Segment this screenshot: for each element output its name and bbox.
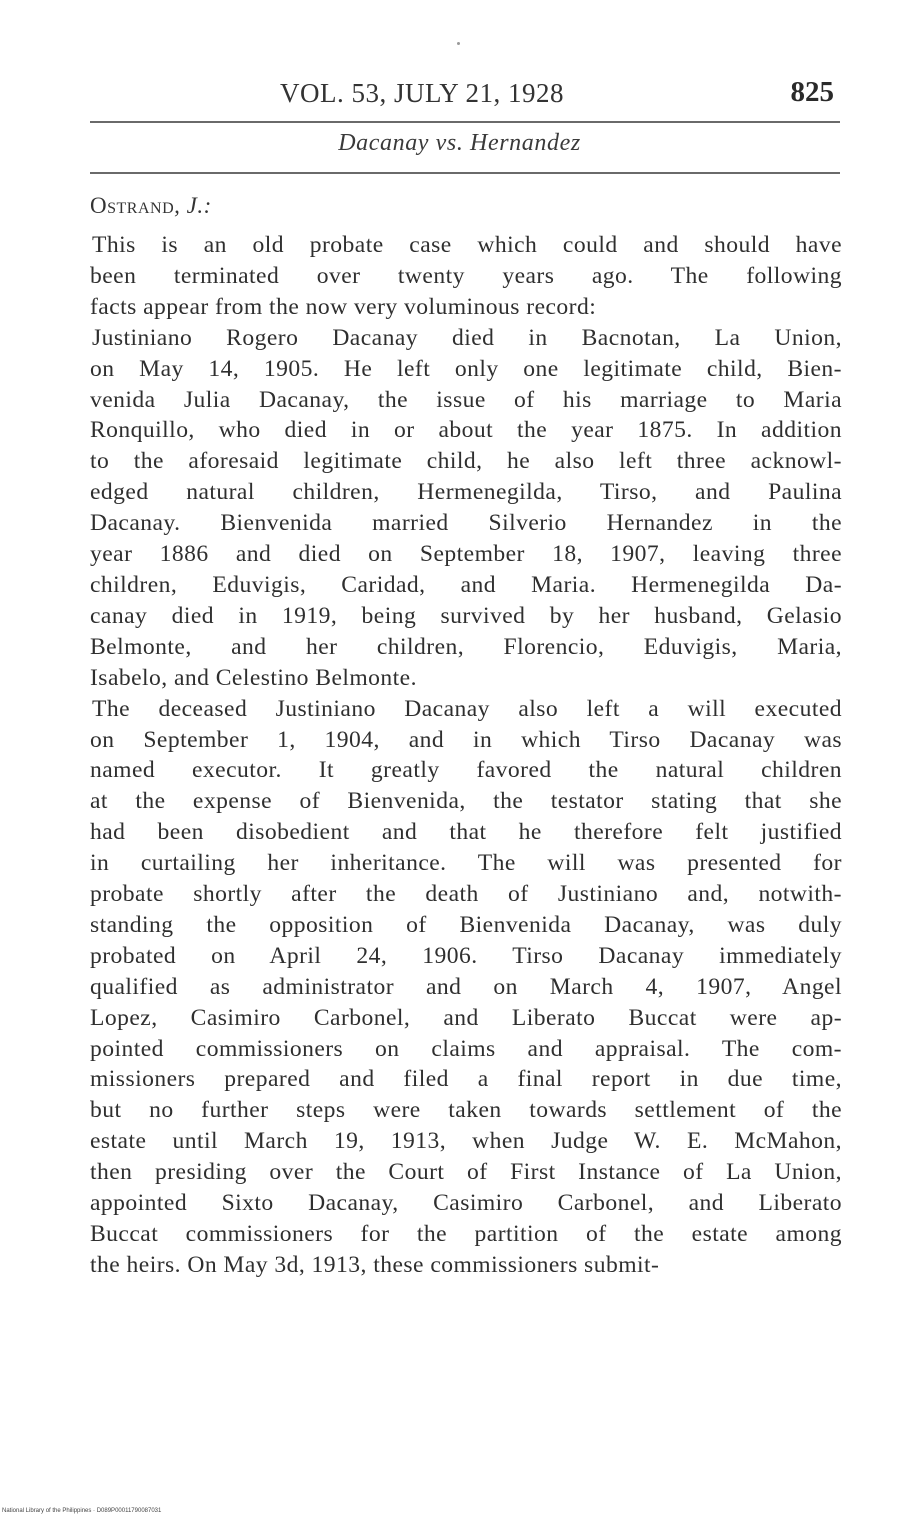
text-line: edged natural children, Hermenegilda, Tirso, and Paulina [90, 479, 842, 506]
text-line: but no further steps were taken towards settlement of the [90, 1097, 842, 1124]
text-line: Ronquillo, who died in or about the year 1875. In addition [90, 417, 842, 444]
header-rule-bottom [90, 172, 840, 174]
text-line: Belmonte, and her children, Florencio, Eduvigis, Maria, [90, 633, 842, 660]
text-line: estate until March 19, 1913, when Judge W. E. McMahon, [90, 1128, 842, 1155]
text-line: named executor. It greatly favored the natural children [90, 757, 842, 784]
text-line: to the aforesaid legitimate child, he also left three acknowl- [90, 448, 842, 475]
text-line: facts appear from the now very voluminous record: [90, 293, 597, 320]
text-line: Lopez, Casimiro Carbonel, and Liberato Buccat were ap- [90, 1004, 842, 1031]
text-line: on September 1, 1904, and in which Tirso Dacanay was [90, 726, 842, 753]
text-line: in curtailing her inheritance. The will was presented for [90, 850, 842, 877]
running-title: Dacanay vs. Hernandez [338, 130, 581, 156]
page-number: 825 [790, 76, 834, 108]
text-line: Isabelo, and Celestino Belmonte. [90, 664, 417, 691]
text-line: on May 14, 1905. He left only one legitimate child, Bien- [90, 355, 842, 382]
text-line: then presiding over the Court of First Instance of La Union, [90, 1159, 842, 1186]
author-name: Ostrand [90, 193, 175, 218]
text-line: been terminated over twenty years ago. The following [90, 262, 842, 289]
author-line [90, 188, 842, 224]
opinion-body [90, 188, 842, 1281]
paragraph [90, 323, 842, 694]
text-line: Justiniano Rogero Dacanay died in Bacnotan, La Union, [92, 324, 842, 351]
text-line: canay died in 1919, being survived by her husband, Gelasio [90, 602, 842, 629]
paragraphs [90, 230, 842, 1281]
text-line: children, Eduvigis, Caridad, and Maria. Hermenegilda Da- [90, 571, 842, 598]
text-line: This is an old probate case which could and should have [92, 232, 842, 258]
text-line: missioners prepared and filed a final report in due time, [90, 1066, 842, 1093]
text-line: appointed Sixto Dacanay, Casimiro Carbonel, and Liberato [90, 1190, 842, 1217]
text-line: at the expense of Bienvenida, the testator stating that she [90, 788, 842, 815]
text-line: had been disobedient and that he therefore felt justified [90, 819, 842, 846]
text-line: Buccat commissioners for the partition of the estate among [90, 1221, 842, 1247]
text-line: qualified as administrator and on March 4, 1907, Angel [90, 973, 842, 1000]
paragraph [90, 230, 842, 323]
scan-speck [457, 42, 460, 45]
header-rule-top [90, 121, 840, 123]
volume-date-line: VOL. 53, JULY 21, 1928 [280, 78, 565, 108]
text-line: venida Julia Dacanay, the issue of his marriage to Maria [90, 386, 842, 413]
text-line: year 1886 and died on September 18, 1907, leaving three [90, 541, 842, 568]
text-line: Dacanay. Bienvenida married Silverio Hernandez in the [90, 510, 842, 537]
text-line: The deceased Justiniano Dacanay also left a will executed [92, 695, 842, 722]
text-line: probate shortly after the death of Justiniano and, notwith- [90, 881, 842, 908]
source-footer: National Library of the Philippines · D089P00011790087031 [2, 1508, 162, 1514]
text-line: standing the opposition of Bienvenida Dacanay, was duly [90, 911, 842, 938]
author-suffix: , J.: [174, 193, 212, 218]
text-line: the heirs. On May 3d, 1913, these commissioners submit- [90, 1251, 660, 1278]
text-line: pointed commissioners on claims and appraisal. The com- [90, 1035, 842, 1062]
page-header [90, 74, 842, 114]
text-line: probated on April 24, 1906. Tirso Dacanay immediately [90, 942, 842, 969]
paragraph [90, 694, 842, 1281]
